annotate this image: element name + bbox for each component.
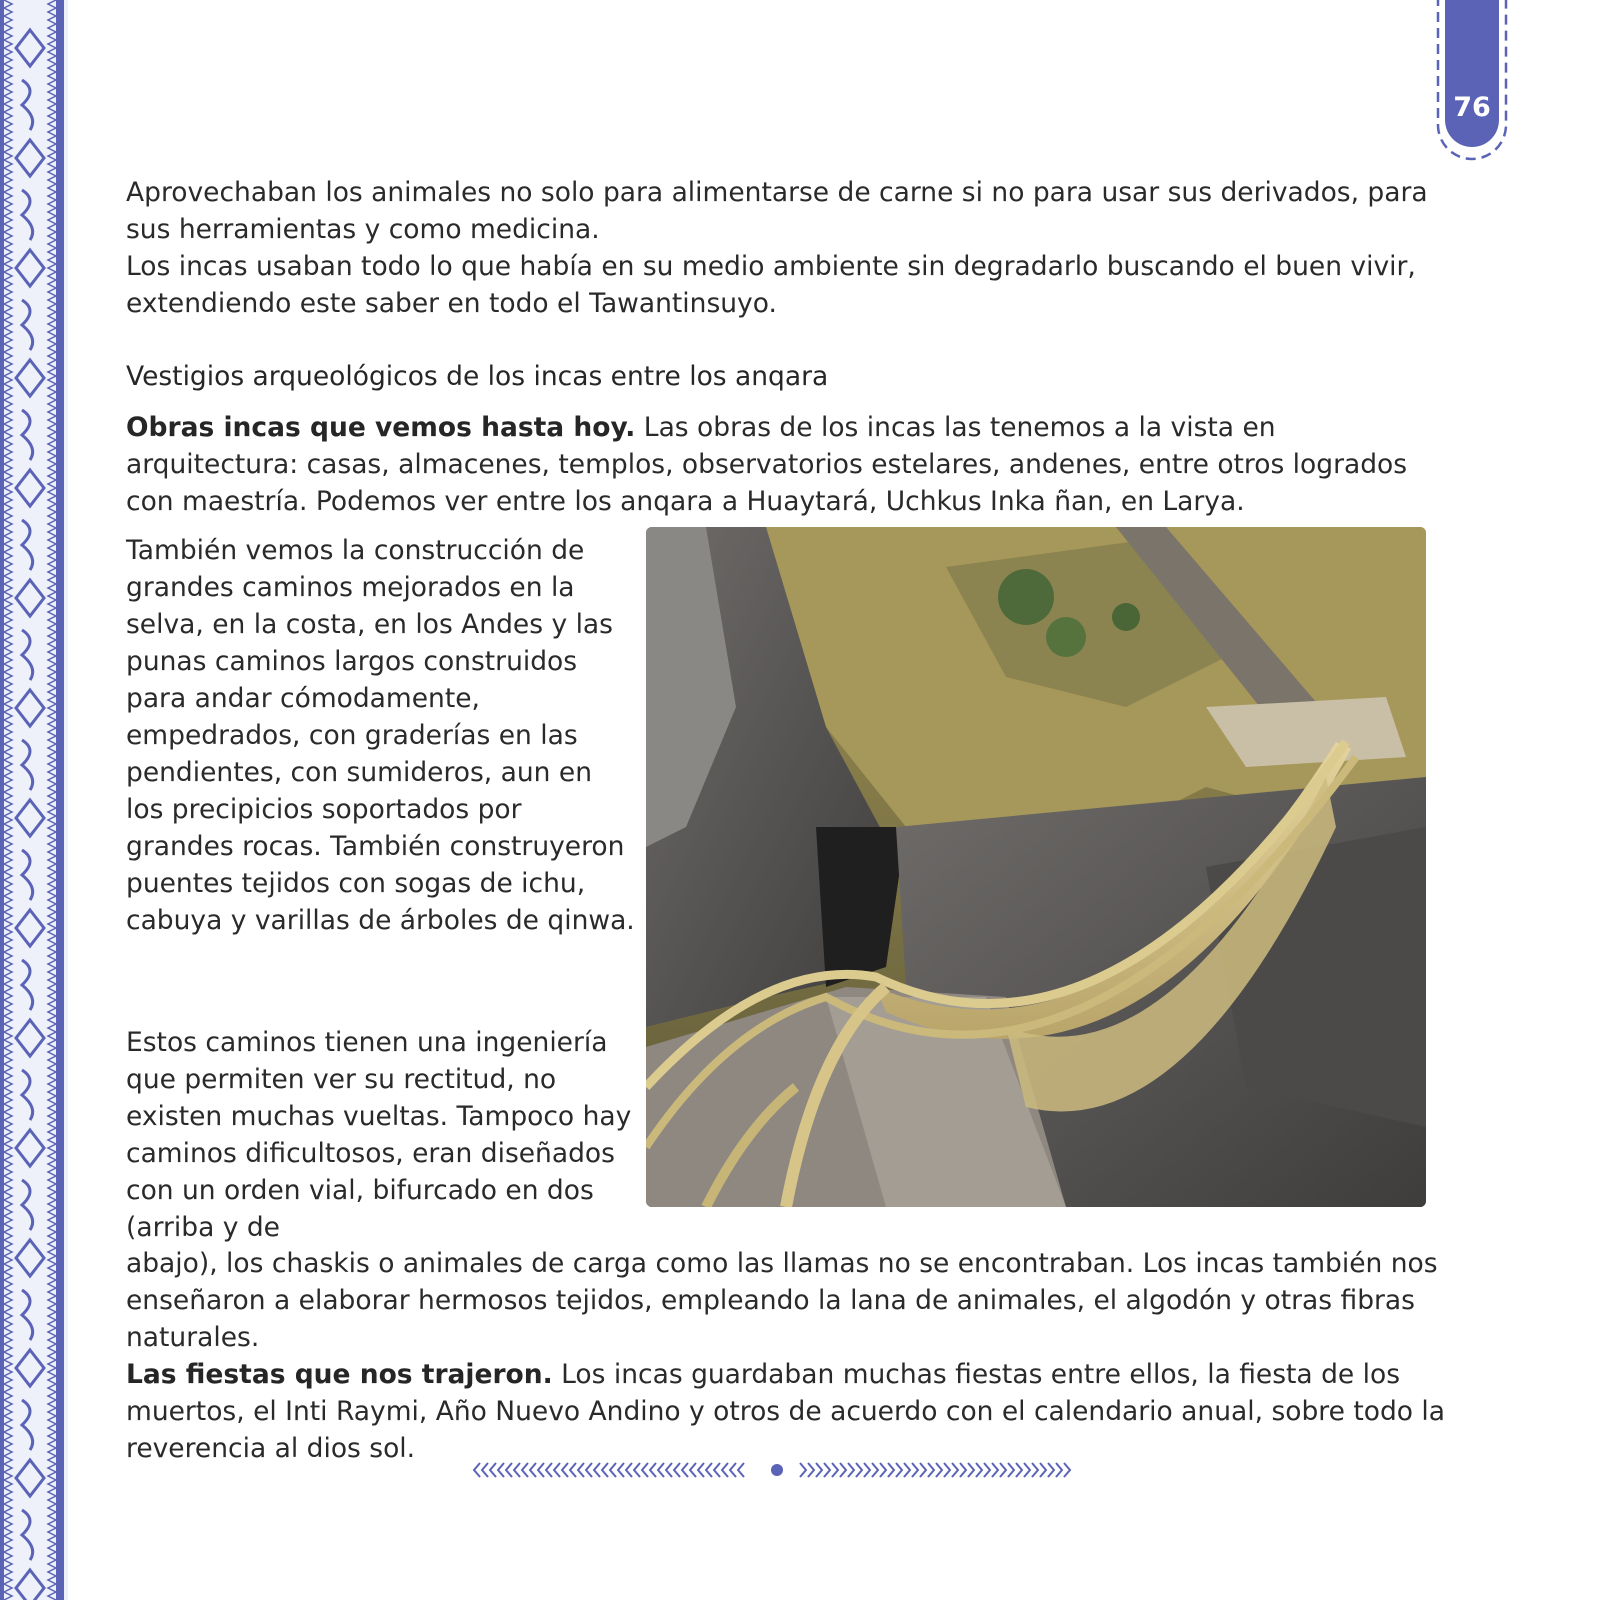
- obras-paragraph: [126, 409, 1446, 520]
- andean-pattern-border: [0, 0, 68, 1600]
- section-heading: Vestigios arqueológicos de los incas entre los anqara: [126, 361, 829, 392]
- ingenieria-paragraph: Estos caminos tienen una ingeniería que permiten ver su rectitud, no existen muchas vueltas. Tampoco hay caminos dificultosos, eran diseñados con un orden vial, bifurcado en dos (arriba y de: [126, 1027, 632, 1243]
- obras-lead: Obras incas que vemos hasta hoy.: [126, 412, 636, 443]
- page-number: 76: [1453, 92, 1491, 123]
- caminos-paragraph: También vemos la construcción de grandes caminos mejorados en la selva, en la costa, en los Andes y las punas caminos largos construidos para andar cómodamente, empedrados, con graderías en las pendientes, con sumideros, aun en los precipicios soportados por grandes rocas. También construyeron puentes tejidos con sogas de ichu, cabuya y varillas de árboles de qinwa.: [126, 535, 635, 936]
- rope-bridge-photo: [646, 527, 1426, 1207]
- chevron-ornament: [470, 1458, 1090, 1482]
- page-number-tab: [1432, 0, 1512, 163]
- intro-line-1: Aprovechaban los animales no solo para alimentarse de carne si no para usar sus derivados, para sus herramientas y como medicina.: [126, 177, 1428, 245]
- fiestas-text: Los incas guardaban muchas fiestas entre ellos, la fiesta de los muertos, el Inti Raymi, Año Nuevo Andino y otros de acuerdo con el calendario anual, sobre todo la reverencia al dios sol.: [126, 1359, 1446, 1464]
- fiestas-lead: Las fiestas que nos trajeron.: [126, 1359, 553, 1390]
- obras-text: Las obras de los incas las tenemos a la vista en arquitectura: casas, almacenes, templos, observatorios estelares, andenes, entre otros logrados con maestría. Podemos ver entre los anqara a Huaytará, Uchkus Inka ñan, en Larya.: [126, 412, 1408, 517]
- intro-line-2: Los incas usaban todo lo que había en su medio ambiente sin degradarlo buscando el buen vivir, extendiendo este saber en todo el Tawantinsuyo.: [126, 251, 1416, 319]
- intro-paragraph: [126, 174, 1446, 322]
- fiestas-paragraph: [126, 1356, 1456, 1467]
- tejidos-paragraph: abajo), los chaskis o animales de carga como las llamas no se encontraban. Los incas también nos enseñaron a elaborar hermosos tejidos, empleando la lana de animales, el algodón y otras fibras naturales.: [126, 1248, 1438, 1353]
